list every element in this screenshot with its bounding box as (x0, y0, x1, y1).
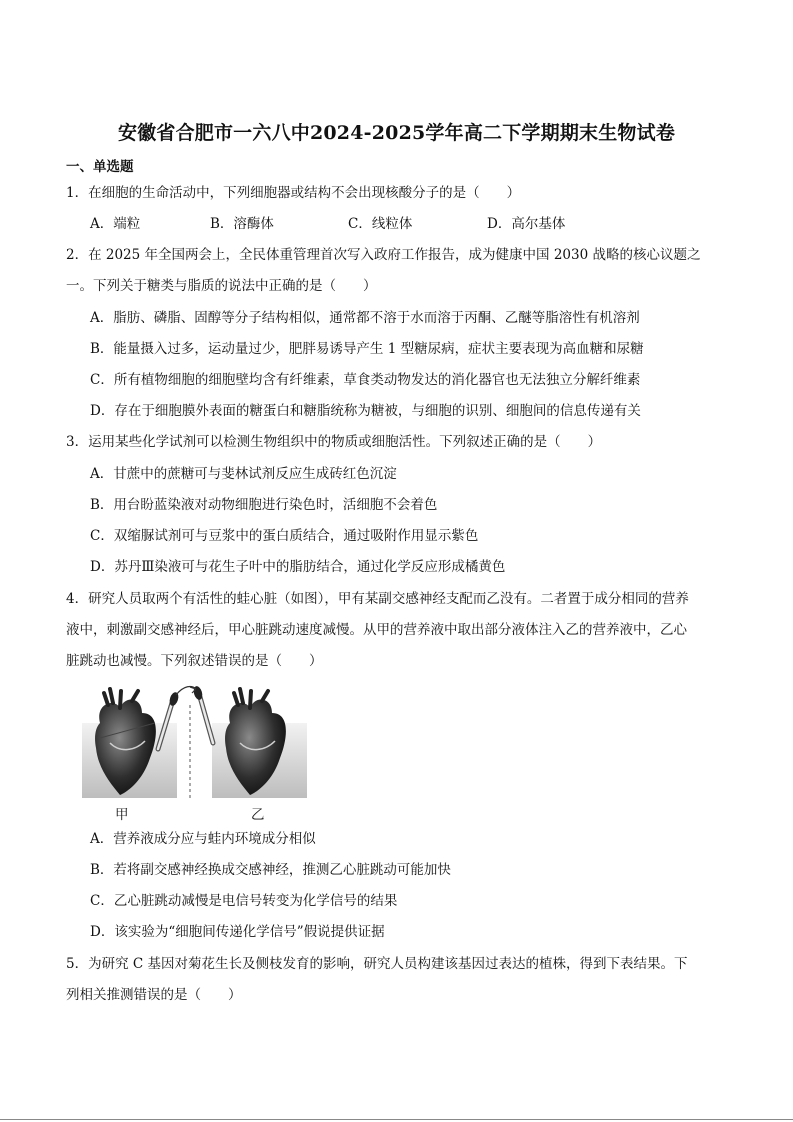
q3-stem: 3．运用某些化学试剂可以检测生物组织中的物质或细胞活性。下列叙述正确的是（ ） (66, 434, 602, 450)
q4-stem-line1: 4．研究人员取两个有活性的蛙心脏（如图），甲有某副交感神经支配而乙没有。二者置于成分相同的营养 (66, 591, 689, 607)
q4-option-a: A．营养液成分应与蛙内环境成分相似 (90, 831, 316, 847)
q4-stem-line3: 脏跳动也减慢。下列叙述错误的是（ ） (66, 653, 323, 669)
dropper-right-icon (192, 685, 213, 743)
q1-option-c: C．线粒体 (348, 216, 413, 232)
q1-stem: 1．在细胞的生命活动中，下列细胞器或结构不会出现核酸分子的是（ ） (66, 185, 521, 201)
q4-option-b: B．若将副交感神经换成交感神经，推测乙心脏跳动可能加快 (90, 862, 451, 878)
q3-option-a: A．甘蔗中的蔗糖可与斐林试剂反应生成砖红色沉淀 (90, 466, 397, 482)
q2-option-b: B．能量摄入过多，运动量过少，肥胖易诱导产生 1 型糖尿病，症状主要表现为高血糖和尿糖 (90, 341, 644, 357)
page-bottom-rule (0, 1119, 793, 1120)
q4-option-d: D．该实验为“细胞间传递化学信号”假说提供证据 (90, 924, 385, 940)
q2-stem-line2: 一。下列关于糖类与脂质的说法中正确的是（ ） (66, 278, 377, 294)
page-title: 安徽省合肥市一六八中2024-2025学年高二下学期期末生物试卷 (117, 122, 676, 144)
q5-stem-line2: 列相关推测错误的是（ ） (66, 987, 242, 1003)
q4-stem-line2: 液中，刺激副交感神经后，甲心脏跳动速度减慢。从甲的营养液中取出部分液体注入乙的营养液中，乙心 (66, 622, 687, 638)
q2-option-a: A．脂肪、磷脂、固醇等分子结构相似，通常都不溶于水而溶于丙酮、乙醚等脂溶性有机溶剂 (90, 310, 640, 326)
q1-option-a: A．端粒 (90, 216, 141, 232)
q3-option-c: C．双缩脲试剂可与豆浆中的蛋白质结合，通过吸附作用显示紫色 (90, 528, 479, 544)
q2-option-c: C．所有植物细胞的细胞壁均含有纤维素，草食类动物发达的消化器官也无法独立分解纤维素 (90, 372, 641, 388)
figure-label-yi: 乙 (251, 807, 265, 823)
figure-label-jia: 甲 (115, 807, 129, 823)
frog-heart-diagram (80, 683, 330, 823)
q2-stem-line1: 2．在 2025 年全国两会上，全民体重管理首次写入政府工作报告，成为健康中国 2030 战略的核心议题之 (66, 247, 701, 263)
q1-option-b: B．溶酶体 (210, 216, 274, 232)
section-heading: 一、单选题 (66, 159, 134, 175)
frog-heart-figure (80, 683, 330, 823)
q4-option-c: C．乙心脏跳动减慢是电信号转变为化学信号的结果 (90, 893, 398, 909)
q1-option-d: D．高尔基体 (487, 216, 566, 232)
q5-stem-line1: 5．为研究 C 基因对菊花生长及侧枝发育的影响，研究人员构建该基因过表达的植株，得到下表结果。下 (66, 956, 688, 972)
q3-option-d: D．苏丹Ⅲ染液可与花生子叶中的脂肪结合，通过化学反应形成橘黄色 (90, 559, 506, 575)
q3-option-b: B．用台盼蓝染液对动物细胞进行染色时，活细胞不会着色 (90, 497, 438, 513)
q2-option-d: D．存在于细胞膜外表面的糖蛋白和糖脂统称为糖被，与细胞的识别、细胞间的信息传递有关 (90, 403, 641, 419)
